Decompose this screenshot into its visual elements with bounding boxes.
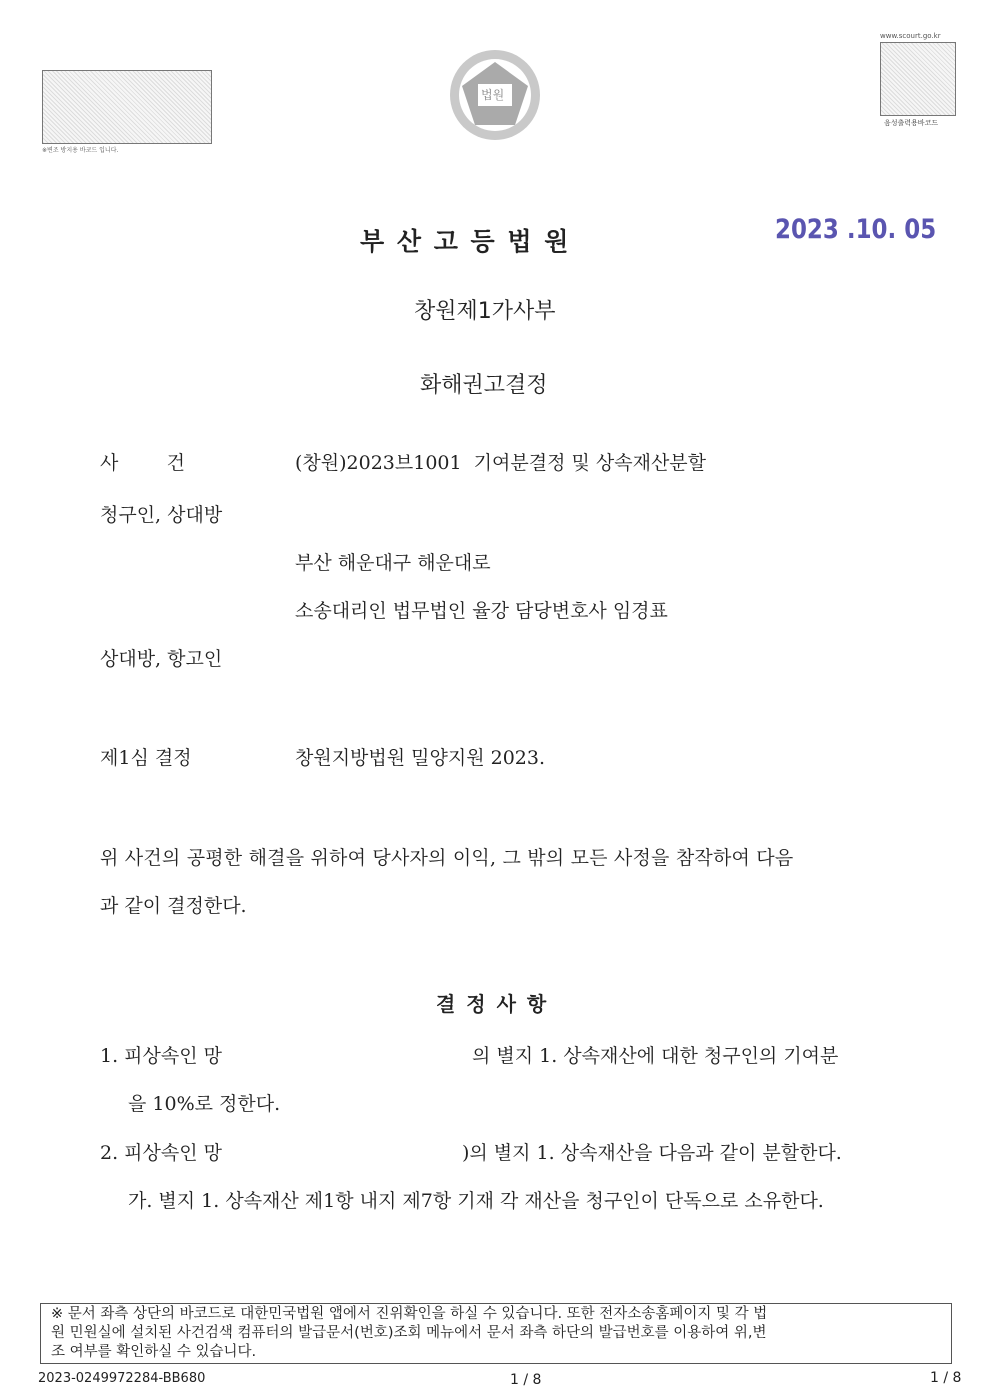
item-1-end: 의 별지 1. 상속재산에 대한 청구인의 기여분 (472, 1045, 839, 1067)
item-2-sub: 가. 별지 1. 상속재산 제1항 내지 제7항 기재 각 재산을 청구인이 단독으로 소유한다. (128, 1190, 824, 1212)
notice-line-1: ※ 문서 좌측 상단의 바코드로 대한민국법원 앱에서 진위확인을 하실 수 있습니다. 또한 전자소송홈페이지 및 각 법 (51, 1306, 768, 1322)
document-title: 화해권고결정 (420, 373, 548, 398)
item-1-start: 1. 피상속인 망 (100, 1045, 222, 1067)
court-name: 부 산 고 등 법 원 (360, 227, 571, 256)
page-number-center: 1 / 8 (510, 1372, 542, 1388)
item-2-start: 2. 피상속인 망 (100, 1142, 222, 1164)
verification-notice (40, 1303, 952, 1364)
intro-line-1: 위 사건의 공평한 해결을 위하여 당사자의 이익, 그 밖의 모든 사정을 참작하여 다음 (100, 847, 794, 869)
notice-line-2: 원 민원실에 설치된 사건검색 컴퓨터의 발급문서(번호)조회 메뉴에서 문서 좌측 하단의 발급번호를 이용하여 위,변 (51, 1325, 767, 1341)
division-name: 창원제1가사부 (414, 299, 556, 324)
claimant-agent: 소송대리인 법무법인 율강 담당변호사 임경표 (295, 600, 668, 622)
anti-forgery-barcode (42, 70, 212, 144)
case-label: 사 건 (100, 452, 186, 474)
notice-line-3: 조 여부를 확인하실 수 있습니다. (51, 1344, 257, 1360)
scourt-url: www.scourt.go.kr (880, 32, 941, 40)
anti-forgery-barcode-caption: ※변조 방지용 바코드 입니다. (42, 147, 119, 154)
case-value: (창원)2023브1001 기여분결정 및 상속재산분할 (295, 452, 707, 474)
date-stamp: 2023 .10. 05 (775, 214, 937, 245)
respondent-label: 상대방, 항고인 (100, 648, 223, 670)
voice-output-barcode-caption: 음성출력용바코드 (884, 119, 939, 127)
intro-line-2: 과 같이 결정한다. (100, 895, 247, 917)
claimant-label: 청구인, 상대방 (100, 504, 223, 526)
claimant-address: 부산 해운대구 해운대로 (295, 552, 491, 574)
issue-number: 2023-0249972284-BB680 (38, 1371, 206, 1386)
voice-output-barcode (880, 42, 956, 116)
first-instance-label: 제1심 결정 (100, 747, 192, 769)
item-1-cont: 을 10%로 정한다. (128, 1093, 281, 1115)
page-number-right: 1 / 8 (930, 1370, 962, 1386)
item-2-end: )의 별지 1. 상속재산을 다음과 같이 분할한다. (462, 1142, 842, 1164)
first-instance-value: 창원지방법원 밀양지원 2023. (295, 747, 546, 769)
court-seal-icon (448, 48, 542, 142)
seal-text: 법원 (481, 88, 505, 102)
section-title: 결 정 사 항 (436, 992, 549, 1016)
